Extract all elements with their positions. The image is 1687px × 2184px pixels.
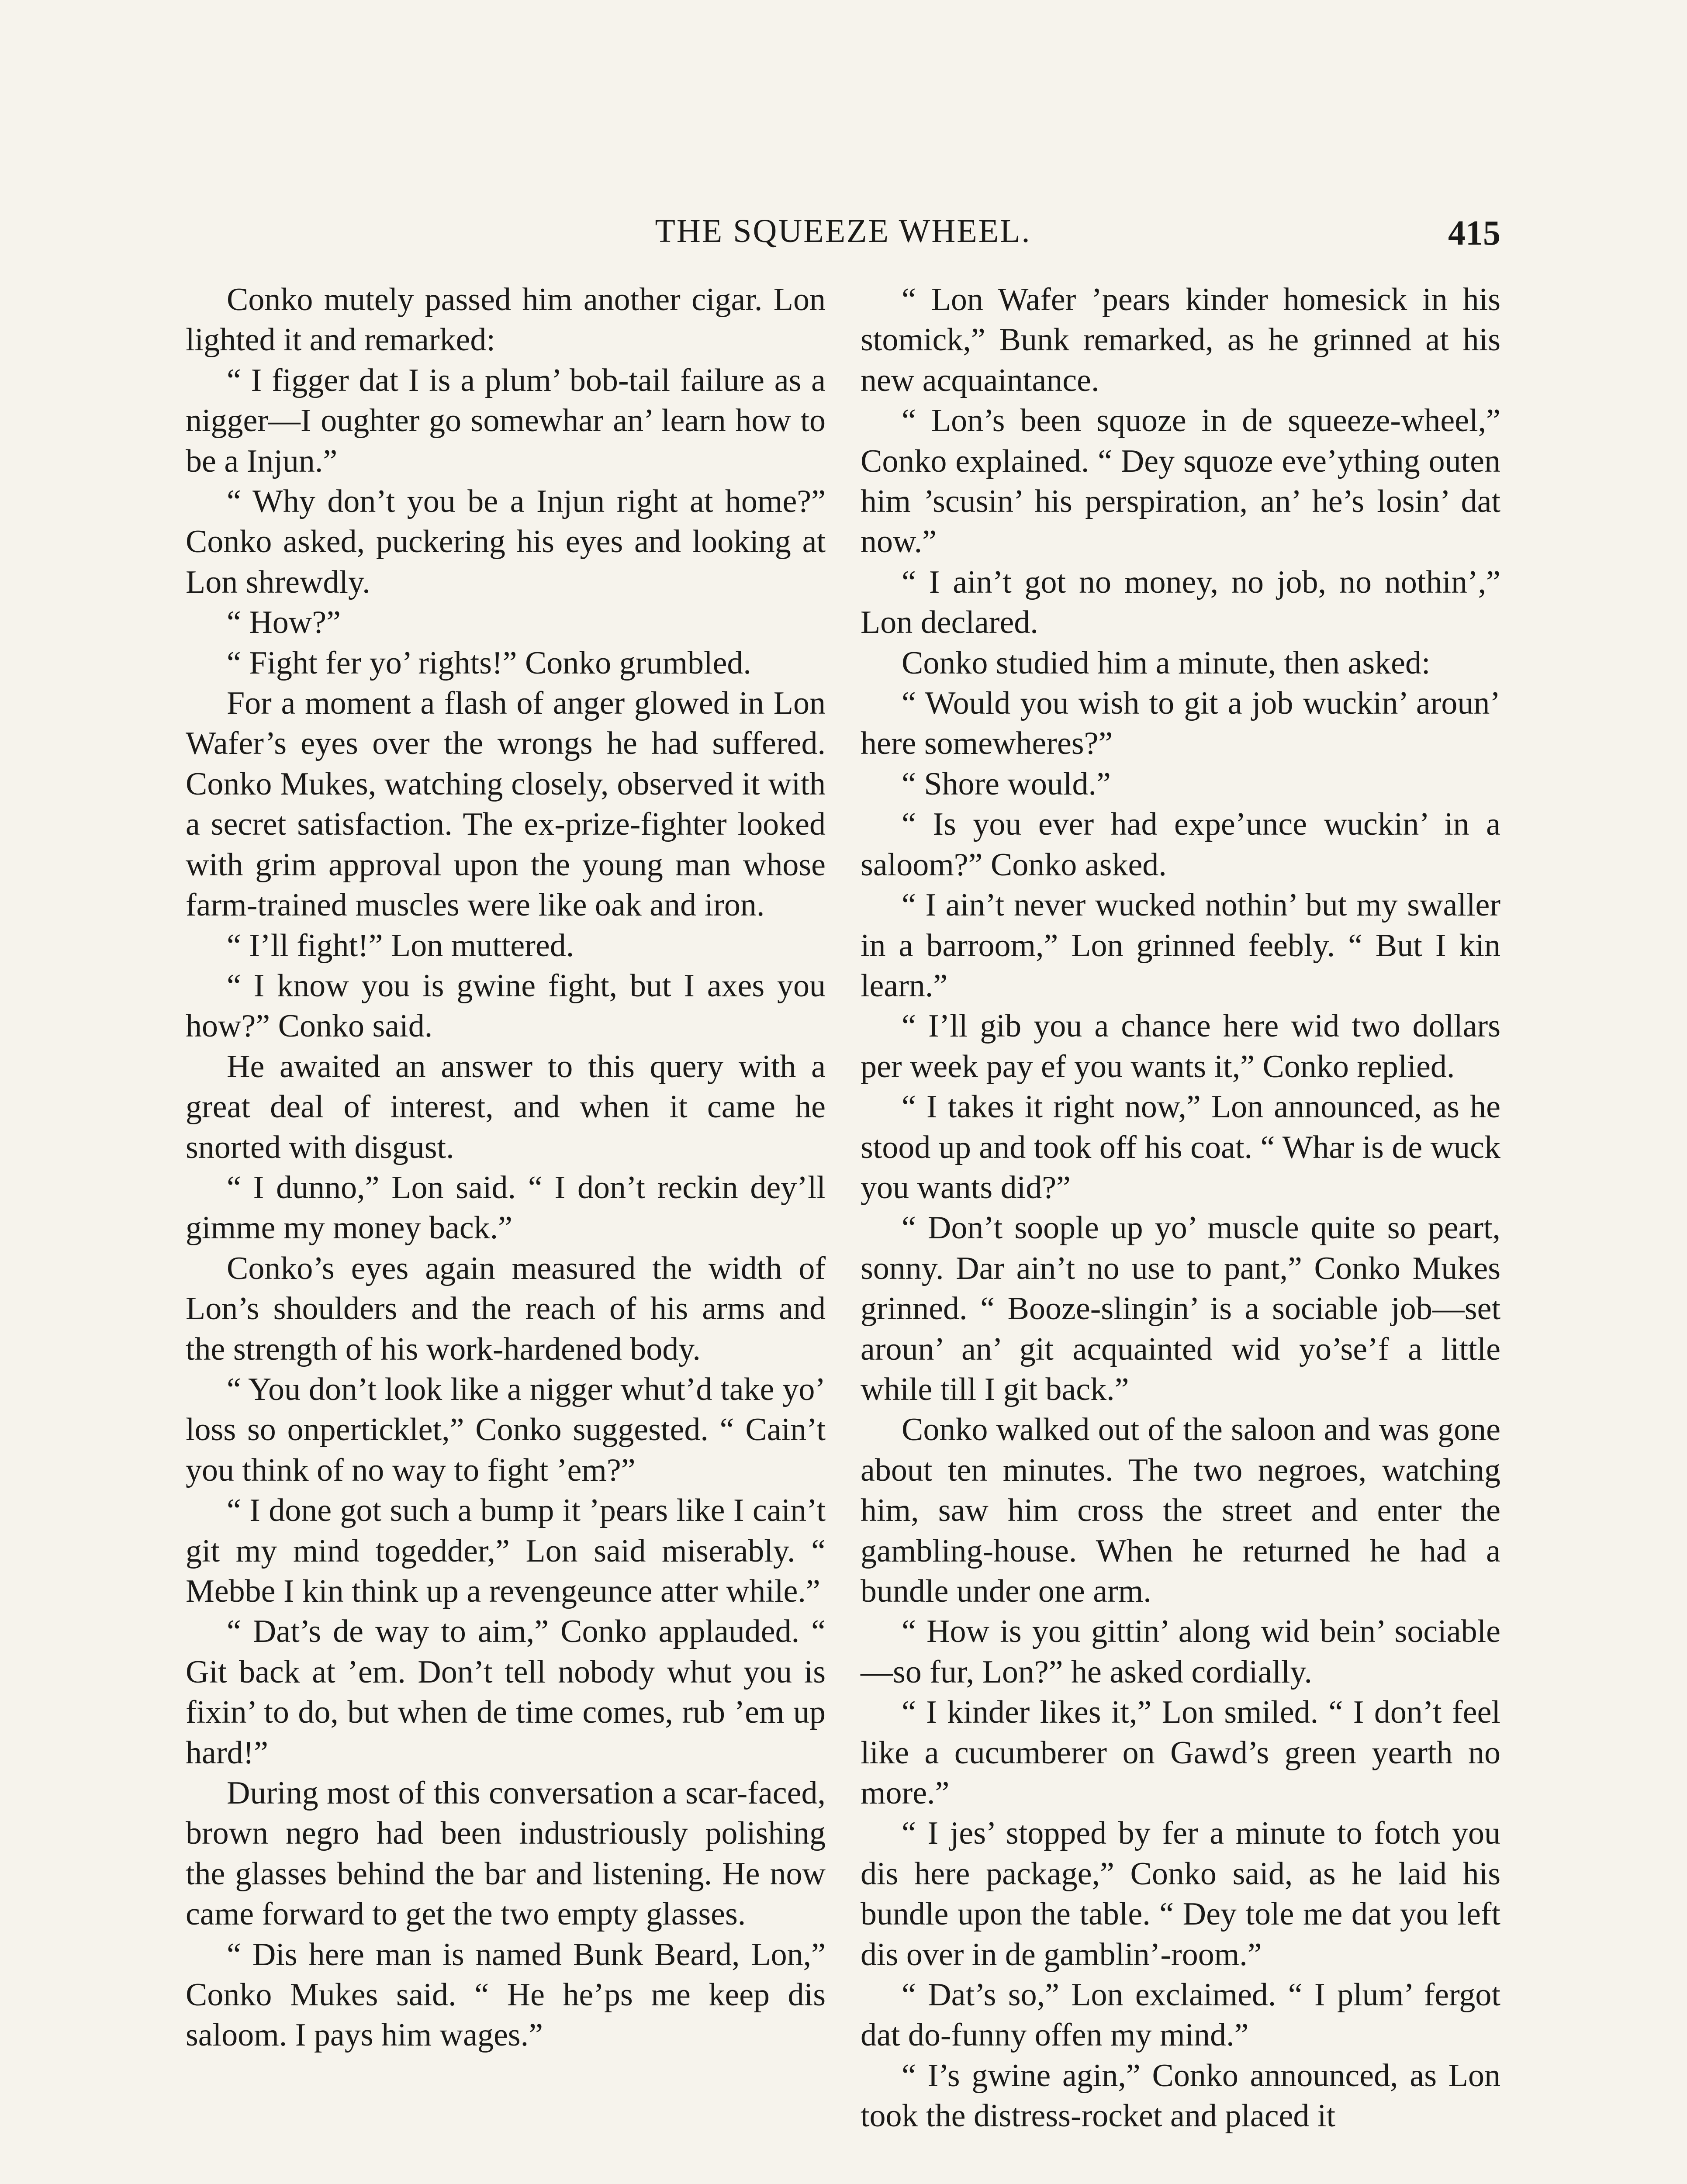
paragraph: Conko mutely passed him another cigar. Lon lighted it and remarked:: [186, 282, 826, 358]
paragraph: “ Is you ever had expe’unce wuckin’ in a saloom?” Conko asked.: [861, 806, 1500, 883]
paragraph: “ Lon Wafer ’pears kinder homesick in his stomick,” Bunk remarked, as he grinned at his new acquaintance.: [861, 282, 1500, 398]
paragraph: Conko’s eyes again measured the width of Lon’s shoulders and the reach of his arms and the strength of his work-hardened body.: [186, 1250, 826, 1367]
paragraph: “ I ain’t never wucked nothin’ but my swaller in a barroom,” Lon grinned feebly. “ But I kin learn.”: [861, 887, 1500, 1004]
paragraph: “ Dat’s de way to aim,” Conko applauded. “ Git back at ’em. Don’t tell nobody whut you is fixin’ to do, but when de time comes, rub ’em up hard!”: [186, 1614, 826, 1771]
paragraph: Conko walked out of the saloon and was gone about ten minutes. The two negroes, watching him, saw him cross the street and enter the gambling-house. When he returned he had a bundle under one arm.: [861, 1412, 1500, 1609]
paragraph: “ Fight fer yo’ rights!” Conko grumbled.: [227, 645, 751, 681]
paragraph: “ You don’t look like a nigger whut’d take yo’ loss so onperticklet,” Conko suggested. “ Cain’t you think of no way to fight ’em?”: [186, 1371, 826, 1488]
paragraph: “ I’s gwine agin,” Conko announced, as Lon took the distress-rocket and placed it: [861, 2057, 1500, 2134]
paragraph: For a moment a flash of anger glowed in Lon Wafer’s eyes over the wrongs he had suffered. Conko Mukes, watching closely, observed it with a secret satisfaction. The ex-prize-fighter looked with grim approval upon the young man whose farm-trained muscles were like oak and iron.: [186, 685, 826, 923]
running-title: THE SQUEEZE WHEEL.: [655, 213, 1031, 249]
paragraph: “ How is you gittin’ along wid bein’ sociable—so fur, Lon?” he asked cordially.: [861, 1614, 1500, 1690]
right-column: [861, 280, 1500, 2136]
paragraph: “ I figger dat I is a plum’ bob-tail failure as a nigger—I oughter go somewhar an’ learn how to be a Injun.”: [186, 362, 826, 479]
paragraph: “ I kinder likes it,” Lon smiled. “ I don’t feel like a cucumberer on Gawd’s green yearth no more.”: [861, 1694, 1500, 1811]
paragraph: “ I ain’t got no money, no job, no nothin’,” Lon declared.: [861, 564, 1500, 641]
paragraph: “ Dat’s so,” Lon exclaimed. “ I plum’ fergot dat do-funny offen my mind.”: [861, 1977, 1500, 2053]
left-column: [186, 280, 826, 2056]
paragraph: “ How?”: [227, 605, 341, 641]
paragraph: “ I dunno,” Lon said. “ I don’t reckin dey’ll gimme my money back.”: [186, 1169, 826, 1246]
page-number: 415: [1448, 214, 1500, 252]
paragraph: “ Would you wish to git a job wuckin’ aroun’ here somewheres?”: [861, 685, 1500, 762]
paragraph: “ I done got such a bump it ’pears like I cain’t git my mind togedder,” Lon said miserably. “ Mebbe I kin think up a revengeunce atter while.”: [186, 1493, 826, 1609]
paragraph: “ I takes it right now,” Lon announced, as he stood up and took off his coat. “ Whar is de wuck you wants did?”: [861, 1089, 1500, 1206]
paragraph: “ I’ll fight!” Lon muttered.: [227, 927, 574, 964]
paragraph: Conko studied him a minute, then asked:: [902, 645, 1431, 681]
running-head: [186, 207, 1500, 255]
paragraph: He awaited an answer to this query with a great deal of interest, and when it came he snorted with disgust.: [186, 1048, 826, 1165]
paragraph: “ I know you is gwine fight, but I axes you how?” Conko said.: [186, 968, 826, 1044]
paragraph: “ I’ll gib you a chance here wid two dollars per week pay ef you wants it,” Conko replied.: [861, 1008, 1500, 1085]
paragraph: “ Shore would.”: [902, 766, 1111, 802]
paragraph: During most of this conversation a scar-faced, brown negro had been industriously polishing the glasses behind the bar and listening. He now came forward to get the two empty glasses.: [186, 1775, 826, 1932]
paragraph: “ Lon’s been squoze in de squeeze-wheel,” Conko explained. “ Dey squoze eve’ything outen him ’scusin’ his perspiration, an’ he’s losin’ dat now.”: [861, 403, 1500, 560]
paragraph: “ Why don’t you be a Injun right at home?” Conko asked, puckering his eyes and looking at Lon shrewdly.: [186, 484, 826, 600]
paragraph: “ Don’t soople up yo’ muscle quite so peart, sonny. Dar ain’t no use to pant,” Conko Mukes grinned. “ Booze-slingin’ is a sociable job—set aroun’ an’ git acquainted wid yo’se’f a little while till I git back.”: [861, 1210, 1500, 1407]
paragraph: “ Dis here man is named Bunk Beard, Lon,” Conko Mukes said. “ He he’ps me keep dis saloom. I pays him wages.”: [186, 1936, 826, 2053]
paragraph: “ I jes’ stopped by fer a minute to fotch you dis here package,” Conko said, as he laid his bundle upon the table. “ Dey tole me dat you left dis over in de gamblin’-room.”: [861, 1815, 1500, 1973]
